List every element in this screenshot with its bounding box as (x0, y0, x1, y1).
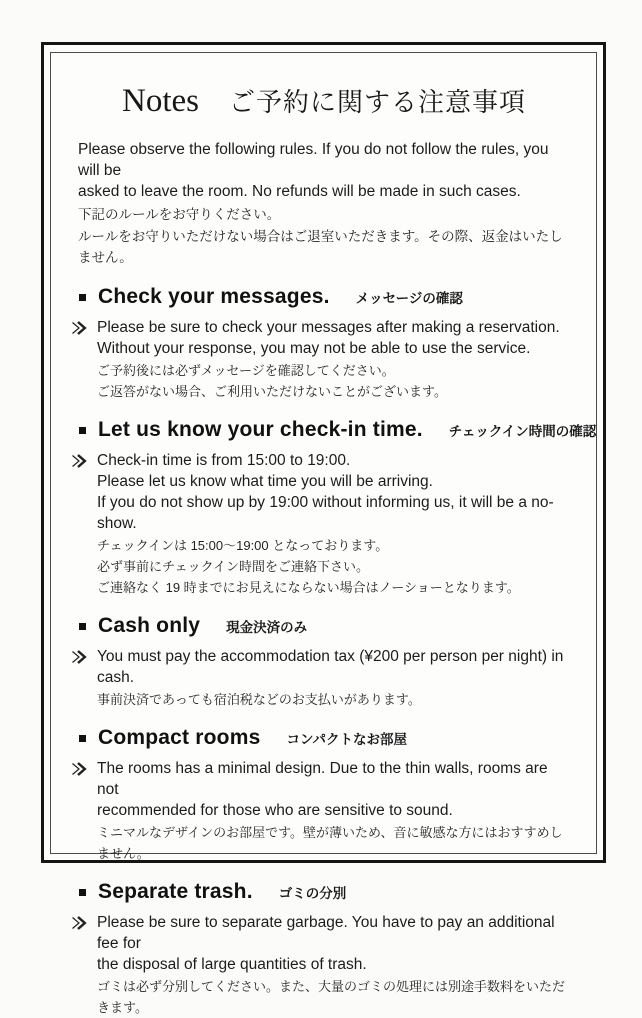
section-title-jp: ゴミの分別 (278, 885, 347, 901)
section-title-jp: 現金決済のみ (226, 619, 308, 635)
section-heading (78, 285, 570, 311)
page-title-jp: ご予約に関する注意事項 (228, 88, 526, 117)
square-bullet-icon (79, 294, 86, 301)
section-body (78, 758, 570, 864)
section-body-text (97, 450, 570, 598)
body-en-line: recommended for those who are sensitive to sound. (97, 801, 453, 819)
square-bullet-icon (79, 735, 86, 742)
section-body-text (97, 646, 570, 710)
body-en-line: Please be sure to separate garbage. You have to pay an additional fee for (97, 913, 555, 952)
intro-en-line: asked to leave the room. No refunds will be made in such cases. (78, 183, 521, 200)
section-heading (78, 726, 570, 752)
body-en-line: You must pay the accommodation tax (¥200 per person per night) in cash. (97, 647, 564, 686)
page-title (78, 79, 570, 125)
body-jp-line: ご連絡なく 19 時までにお見えにならない場合はノーショーとなります。 (97, 579, 520, 595)
body-en-line: Check-in time is from 15:00 to 19:00. (97, 451, 351, 469)
body-jp-block (97, 535, 570, 598)
section-heading (78, 880, 570, 906)
section-compact-rooms (78, 726, 570, 864)
body-en-line: the disposal of large quantities of trash. (97, 955, 367, 973)
outer-border-frame (41, 42, 606, 1015)
section-cash-only (78, 614, 570, 710)
square-bullet-icon (79, 623, 86, 630)
double-chevron-icon (70, 648, 88, 666)
section-check-messages (78, 285, 570, 402)
body-jp-line: ご返答がない場合、ご利用いただけないことがございます。 (97, 383, 447, 399)
body-jp-line: ご予約後には必ずメッセージを確認してください。 (97, 362, 395, 378)
body-en-line: The rooms has a minimal design. Due to the thin walls, rooms are not (97, 759, 548, 798)
section-title-en: Separate trash. (98, 879, 253, 903)
square-bullet-icon (79, 889, 86, 896)
intro-jp-line: 下記のルールをお守りください。 (78, 207, 281, 222)
body-en-line: Please let us know what time you will be arriving. (97, 472, 433, 490)
section-title-en: Compact rooms (98, 725, 261, 749)
body-jp-line: ミニマルなデザインのお部屋です。壁が薄いため、音に敏感な方にはおすすめしません。 (97, 824, 563, 861)
double-chevron-icon (70, 319, 88, 337)
body-en-line: Without your response, you may not be able to use the service. (97, 339, 531, 357)
section-heading (78, 417, 597, 444)
intro-jp-line: ルールをお守りいただけない場合はご退室いただきます。その際、返金はいたしません。 (78, 228, 563, 265)
section-body-text (97, 317, 570, 402)
intro-jp-block (78, 204, 570, 269)
section-title-en: Check your messages. (98, 284, 330, 308)
section-heading (78, 614, 570, 640)
section-body (78, 450, 570, 598)
body-jp-line: 必ず事前にチェックイン時間をご連絡下さい。 (97, 558, 369, 574)
section-body (78, 912, 570, 1018)
double-chevron-icon (70, 760, 88, 778)
section-title-jp: メッセージの確認 (355, 290, 463, 306)
body-jp-block (97, 689, 570, 710)
body-jp-line: ゴミは必ず分別してください。また、大量のゴミの処理には別途手数料をいただきます。 (97, 978, 566, 1015)
section-checkin-time (78, 417, 597, 598)
body-en-line: If you do not show up by 19:00 without informing us, it will be a no-show. (97, 493, 554, 532)
section-separate-trash (78, 880, 570, 1018)
intro-en-line: Please observe the following rules. If you do not follow the rules, you will be (78, 141, 549, 179)
section-title-en: Cash only (98, 613, 201, 637)
body-jp-block (97, 360, 570, 402)
double-chevron-icon (70, 914, 88, 932)
section-body (78, 317, 570, 402)
body-jp-line: 事前決済であっても宿泊税などのお支払いがあります。 (97, 691, 421, 707)
section-body (78, 646, 570, 710)
section-title-jp: コンパクトなお部屋 (286, 731, 408, 747)
body-jp-block (97, 822, 570, 864)
body-jp-block (97, 976, 570, 1018)
body-en-line: Please be sure to check your messages after making a reservation. (97, 318, 560, 336)
section-body-text (97, 912, 570, 1018)
page-title-en: Notes (121, 83, 199, 119)
double-chevron-icon (70, 452, 88, 470)
inner-border-frame (50, 52, 597, 1015)
section-title-en: Let us know your check-in time. (98, 417, 423, 441)
intro-paragraph (78, 139, 570, 269)
section-title-jp: チェックイン時間の確認 (448, 423, 597, 439)
section-body-text (97, 758, 570, 864)
square-bullet-icon (79, 427, 86, 434)
body-jp-line: チェックインは 15:00〜19:00 となっております。 (97, 537, 389, 553)
